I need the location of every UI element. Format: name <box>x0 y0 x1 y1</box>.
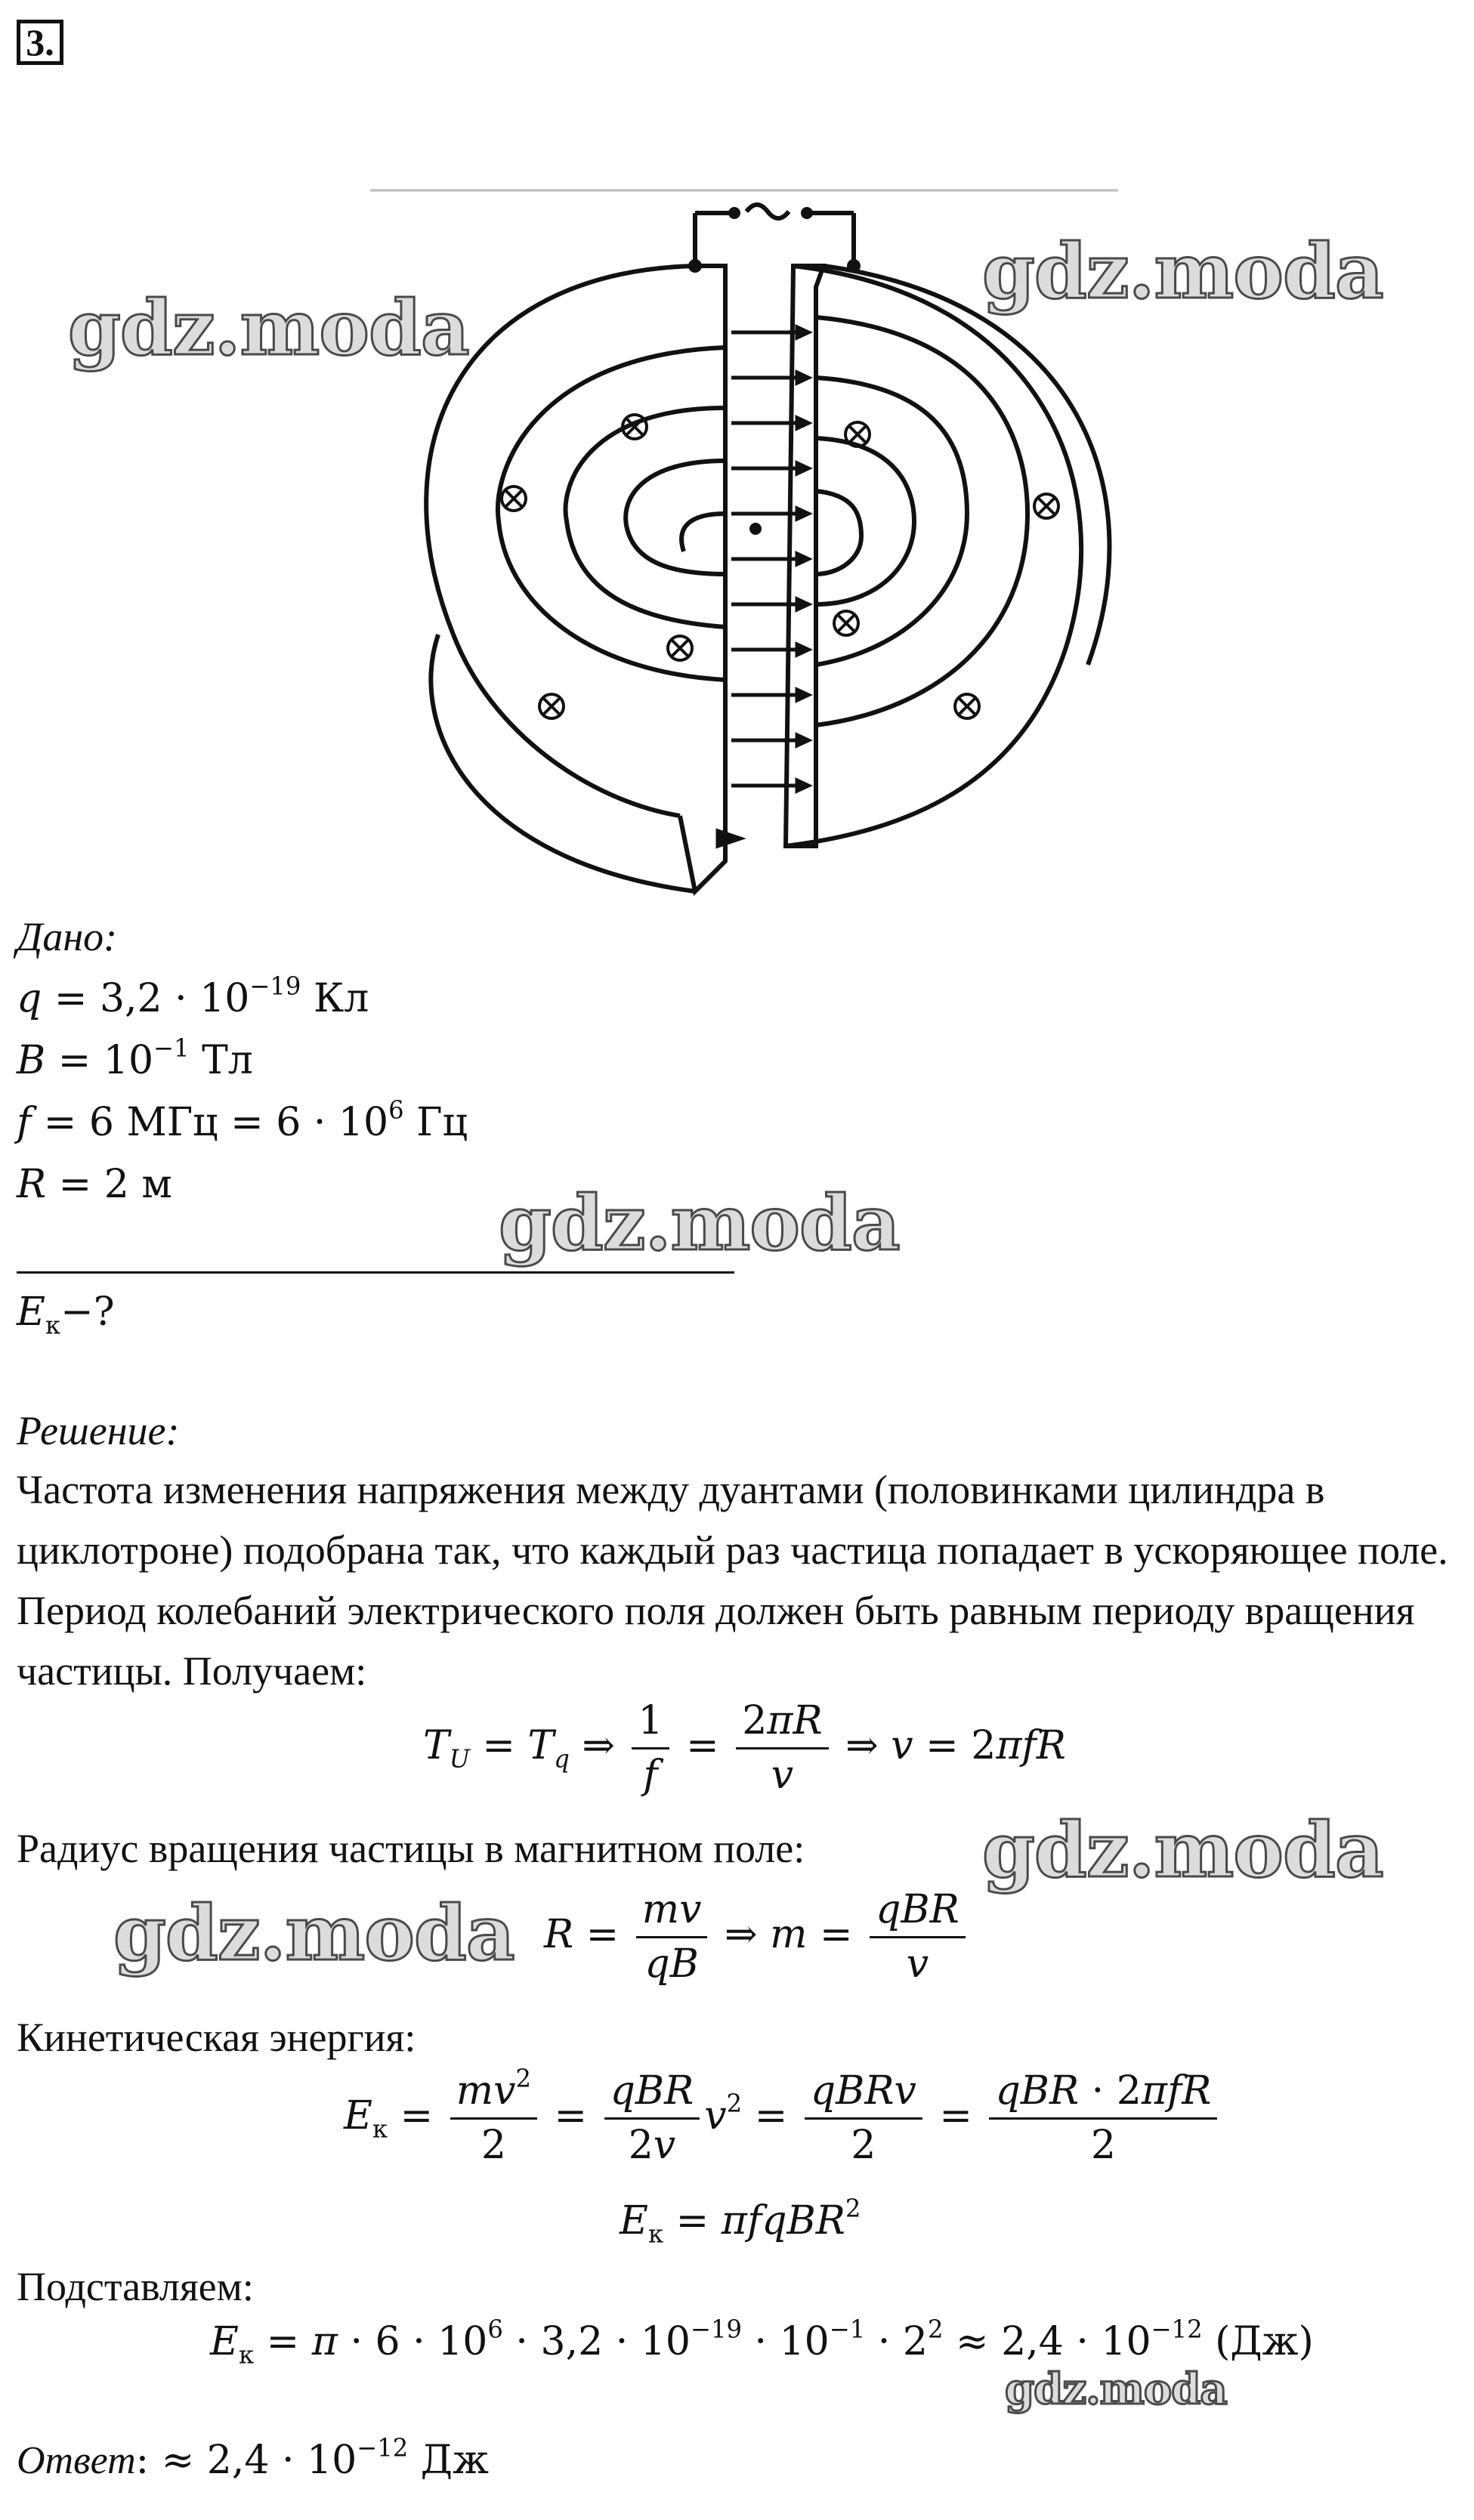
solution-paragraph: Частота изменения напряжения между дуантами (половинками цилиндра в циклотроне) подобрана так, что каждый раз частица попадает в ускоряющее поле. Период колебаний электрического поля должен быть равным периоду вращения частицы. Получаем: <box>17 1467 1448 1694</box>
watermark: gdz.moda <box>68 283 469 372</box>
equation-substitution: $E_к = \pi \cdot 6 \cdot 10^6 \cdot 3,2 \cdot 10^{-19} \cdot 10^{-1} \cdot 2^2 \approx 2,4 \cdot 10^{-12}$ (Дж) <box>210 2315 1314 2370</box>
equation-energy-final: $E_к$ = πfqBR$^2$ <box>620 2194 861 2249</box>
problem-number: 3. <box>17 20 63 65</box>
watermark: gdz.moda <box>113 1888 515 1978</box>
equation-radius: R = $\frac{mv}{qB}$ ⇒ m = $\frac{\text{qBR}}{v}$ <box>544 1888 970 1986</box>
watermark: gdz.moda <box>1005 2364 1227 2414</box>
watermark: gdz.moda <box>982 227 1383 316</box>
solution-label: Решение: <box>17 1408 180 1453</box>
given-b: $B = 10^{-1}$ Тл <box>17 1033 253 1083</box>
given-q: $q = 3,2 \cdot 10^{-19}$ Кл <box>17 971 369 1021</box>
given-label: Дано: <box>17 914 118 959</box>
equation-period: $T_U = T_q$ ⇒ $\frac{1}{f}$ = $\frac{2\pi R}{v}$ ⇒ v = 2πfR <box>423 1698 1066 1799</box>
energy-text: Кинетическая энергия: <box>17 2015 416 2060</box>
substitute-text: Подставляем: <box>17 2264 254 2309</box>
answer: Ответ: ≈ $2,4 \cdot 10^{-12}$ Дж <box>17 2433 489 2483</box>
watermark: gdz.moda <box>499 1178 900 1268</box>
watermark: gdz.moda <box>982 1805 1383 1895</box>
given-divider <box>17 1271 734 1274</box>
equation-energy: $E_к$ = $\frac{mv^2}{2}$ = $\frac{\text{qBR}}{2v}$ $v^2$ = $\frac{\text{qBRv}}{2}$ = $\frac{\text{qBR · 2πfR}}{2}$ <box>344 2070 1222 2167</box>
given-f: f = 6 МГц = $6 \cdot 10^6$ Гц <box>17 1095 468 1145</box>
given-r: R = 2 м <box>17 1162 172 1207</box>
radius-text: Радиус вращения частицы в магнитном поле: <box>17 1826 805 1871</box>
find-quantity: $E_к-$? <box>17 1289 115 1340</box>
